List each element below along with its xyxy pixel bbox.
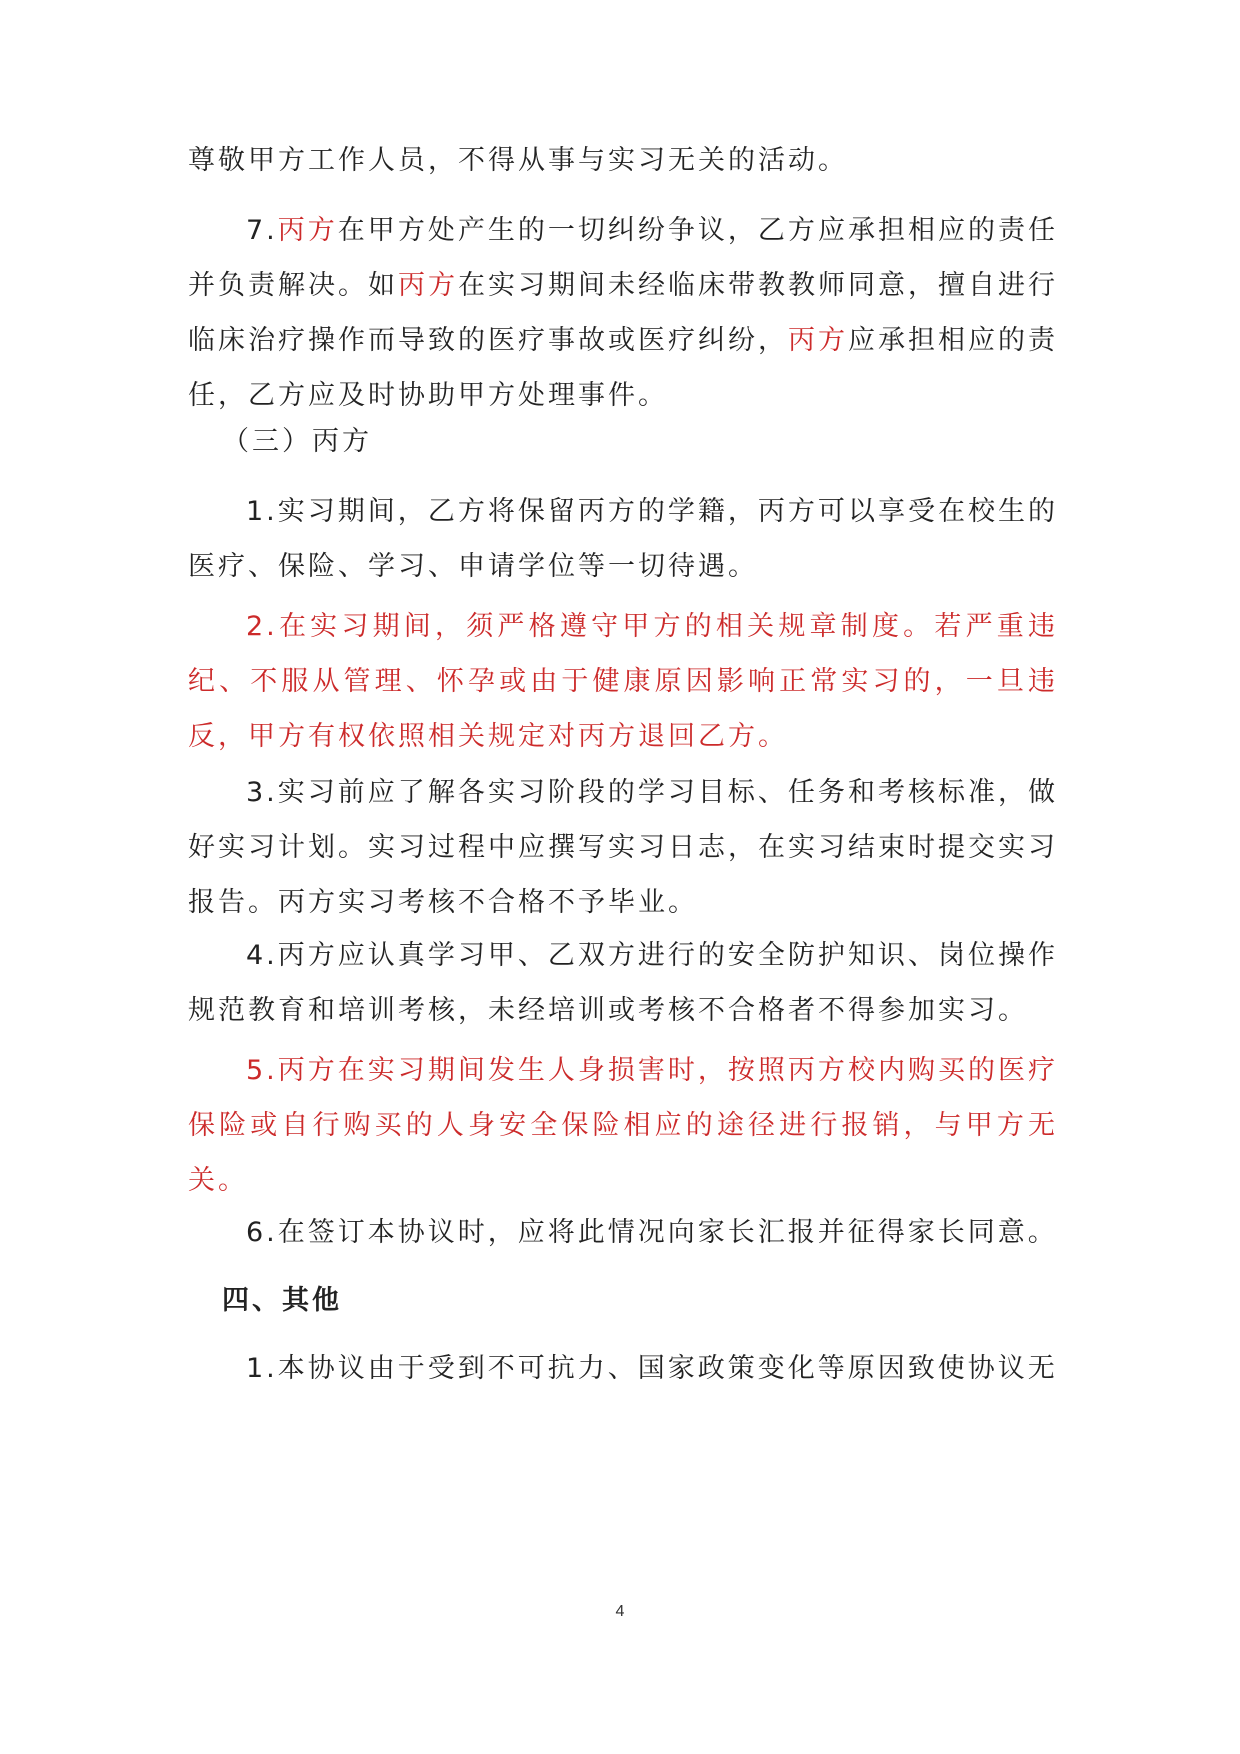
item-number: 7. — [246, 215, 278, 246]
paragraph-other-item-1: 1.本协议由于受到不可抗力、国家政策变化等原因致使协议无 — [246, 1353, 1058, 1384]
highlight-party-c: 丙方 — [788, 325, 848, 356]
paragraph-item-3: 3.实习前应了解各实习阶段的学习目标、任务和考核标准，做好实习计划。实习过程中应撰写实习日志，在实习结束时提交实习报告。丙方实习考核不合格不予毕业。 — [188, 777, 1058, 918]
paragraph-item-5-highlighted: 5.丙方在实习期间发生人身损害时，按照丙方校内购买的医疗保险或自行购买的人身安全保险相应的途径进行报销，与甲方无关。 — [188, 1055, 1058, 1196]
paragraph-item-4: 4.丙方应认真学习甲、乙双方进行的安全防护知识、岗位操作规范教育和培训考核，未经培训或考核不合格者不得参加实习。 — [188, 940, 1058, 1026]
highlight-party-c: 丙方 — [277, 215, 338, 246]
page-number: 4 — [615, 1603, 625, 1620]
highlight-party-c: 丙方 — [398, 270, 458, 301]
section-heading-party-c: （三）丙方 — [222, 426, 372, 457]
section-heading-other: 四、其他 — [222, 1285, 342, 1316]
paragraph-text: 在甲方处产生的一切纠纷争议，乙方应承担相应的责任并负责解决。如 — [188, 215, 1059, 301]
paragraph-item-2-highlighted: 2.在实习期间，须严格遵守甲方的相关规章制度。若严重违纪、不服从管理、怀孕或由于健康原因影响正常实习的，一旦违反，甲方有权依照相关规定对丙方退回乙方。 — [188, 611, 1058, 752]
paragraph-continuation: 尊敬甲方工作人员，不得从事与实习无关的活动。 — [188, 145, 848, 176]
paragraph-item-1: 1.实习期间，乙方将保留丙方的学籍，丙方可以享受在校生的医疗、保险、学习、申请学位等一切待遇。 — [188, 496, 1058, 582]
paragraph-text: 应承担相应的责任，乙方应及时协助甲方处理事件。 — [188, 325, 1058, 411]
paragraph-text: 在实习期间未经临床带教教师同意，擅自进行临床治疗操作而导致的医疗事故或医疗纠纷， — [188, 270, 1058, 356]
paragraph-item-7 — [188, 203, 1058, 423]
paragraph-item-6: 6.在签订本协议时，应将此情况向家长汇报并征得家长同意。 — [246, 1217, 1058, 1248]
